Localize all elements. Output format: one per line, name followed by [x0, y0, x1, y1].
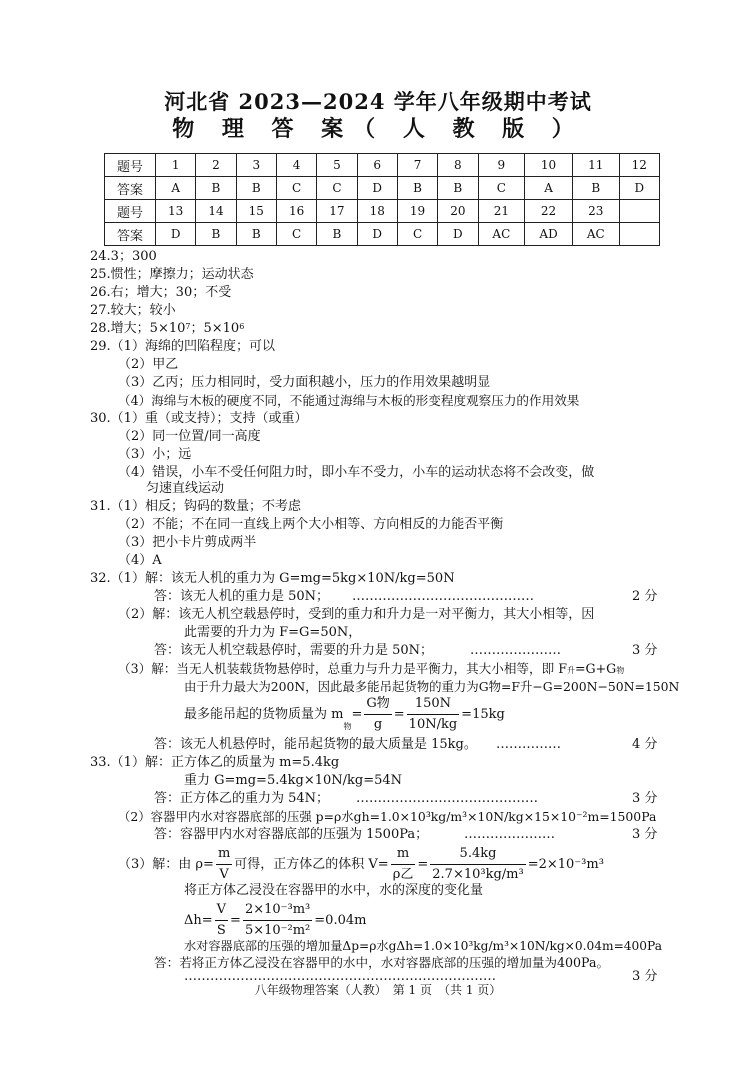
answer-line: 25.惯性；摩擦力；运动状态	[90, 267, 254, 282]
numerator: m	[216, 844, 232, 865]
table-cell: D	[619, 177, 659, 200]
table-cell: 8	[438, 154, 478, 177]
table-row	[105, 154, 660, 177]
table-cell: B	[317, 223, 357, 246]
table-cell: 15	[236, 200, 276, 223]
answer-line: 31.（1）相反；钩码的数量；不考虑	[90, 499, 301, 514]
answer-line: Δh= $\frac{V}{S}$ = $\frac{\text{2×10⁻³m³}}{\text{5×10⁻²m²}}$ =0.04m	[184, 900, 366, 941]
answer-line: （4）海绵与木板的硬度不同，不能通过海绵与木板的形变程度观察压力的作用效果	[118, 393, 580, 408]
table-cell: 19	[397, 200, 437, 223]
answer-line: （2）同一位置/同一高度	[118, 429, 261, 444]
score-dots: ……………	[496, 737, 561, 752]
answer-line: （3）小；远	[118, 447, 192, 462]
answer-line: 26.右；增大；30；不受	[90, 285, 232, 300]
subscript: 物	[343, 722, 352, 731]
table-cell: 答案	[105, 223, 156, 246]
fraction	[407, 694, 460, 735]
answer-line: 最多能吊起的货物质量为 m物= $\frac{\text{G物}}{g}$ = $\frac{150N}{10N/kg}$ =15kg	[184, 694, 505, 735]
fraction	[430, 844, 525, 885]
table-cell: 22	[525, 200, 573, 223]
numerator: m	[391, 844, 416, 865]
denominator: V	[219, 867, 229, 882]
exponent: 7	[185, 322, 191, 331]
answer-line: （3）把小卡片剪成两半	[118, 535, 257, 550]
table-cell: B	[236, 223, 276, 246]
table-cell: 2	[196, 154, 236, 177]
answer-line: 答：若将正方体乙浸没在容器甲的水中，水对容器底部的压强的增加量为400Pa。	[154, 955, 610, 970]
score-dots: …………………	[464, 827, 555, 842]
score-dots: …………………	[470, 643, 561, 658]
table-cell: 21	[478, 200, 525, 223]
answer-line: 由于升力最大为200N，因此最多能吊起货物的重力为G物=F升−G=200N−50N=150N	[184, 679, 680, 694]
answer-line: （2）容器甲内水对容器底部的压强 p=ρ水gh=1.0×10³kg/m³×10N/kg×15×10⁻²m=1500Pa	[118, 809, 657, 824]
table-cell: 9	[478, 154, 525, 177]
table-cell: 7	[397, 154, 437, 177]
answer-line: 答：该无人机悬停时，能吊起货物的最大质量是 15kg。	[154, 737, 477, 752]
answer-text: 可得，正方体乙的体积 V=	[234, 857, 389, 872]
table-cell: B	[397, 177, 437, 200]
answer-line: （3）乙丙；压力相同时，受力面积越小，压力的作用效果越明显	[118, 375, 491, 390]
table-cell: B	[236, 177, 276, 200]
answer-text: （3）解：由 ρ=	[118, 857, 214, 872]
answer-line: 33.（1）解：正方体乙的质量为 m=5.4kg	[90, 755, 340, 770]
table-cell: C	[276, 223, 316, 246]
denominator: 2.7×10³kg/m³	[432, 867, 524, 882]
answer-text: （3）解：当无人机装载货物悬停时，总重力与升力是平衡力，其大小相等，即 F	[118, 661, 567, 676]
answer-line: 答：容器甲内水对容器底部的压强为 1500Pa；	[154, 827, 429, 842]
score-dots: ………………………………………………………………	[184, 969, 496, 984]
table-cell: 20	[438, 200, 478, 223]
table-row	[105, 200, 660, 223]
subscript: 升	[566, 666, 575, 675]
numerator: 150N	[407, 694, 460, 715]
table-cell: D	[156, 223, 196, 246]
denominator: 5×10⁻²m²	[244, 923, 311, 938]
table-cell: 答案	[105, 177, 156, 200]
answer-table	[104, 153, 660, 246]
page-footer: 八年级物理答案（人教） 第 1 页 （共 1 页）	[254, 983, 502, 997]
answer-line: （2）甲乙	[118, 357, 179, 372]
table-cell: A	[525, 177, 573, 200]
numerator: G物	[364, 694, 391, 715]
answer-line: 匀速直线运动	[146, 481, 225, 496]
table-cell: D	[357, 223, 397, 246]
table-cell: 10	[525, 154, 573, 177]
table-cell: C	[317, 177, 357, 200]
table-cell: C	[478, 177, 525, 200]
answer-line: 29.（1）海绵的凹陷程度；可以	[90, 339, 275, 354]
table-cell: AC	[478, 223, 525, 246]
score-mark: 3 分	[632, 827, 658, 842]
answer-text: 最多能吊起的货物质量为 m	[184, 707, 344, 722]
fraction	[243, 900, 312, 941]
table-cell: 6	[357, 154, 397, 177]
table-row	[105, 223, 660, 246]
numerator: 5.4kg	[430, 844, 525, 865]
fraction	[215, 900, 228, 941]
score-dots: ……………………………………	[352, 589, 534, 604]
table-cell: 4	[276, 154, 316, 177]
answer-text: =0.04m	[314, 913, 367, 928]
exponent: 6	[239, 322, 245, 331]
answer-text: Δh=	[184, 913, 213, 928]
score-mark: 3 分	[632, 969, 658, 984]
table-cell	[619, 200, 659, 223]
fraction	[216, 844, 232, 885]
answer-line: （3）解：由 ρ= $\frac{m}{V}$ 可得，正方体乙的体积 V= $\frac{m}{\text{ρ乙}}$ = $\frac{5.4kg}{\text{2.7×10³kg/m³}}$ =2×10⁻³m³	[118, 844, 604, 885]
answer-line: 30.（1）重（或支持）；支持（或重）	[90, 411, 308, 426]
answer-line: （2）不能；不在同一直线上两个大小相等、方向相反的力能否平衡	[118, 517, 504, 532]
table-cell: 16	[276, 200, 316, 223]
table-cell: B	[196, 223, 236, 246]
answer-line: （4）A	[118, 553, 162, 568]
table-cell: 18	[357, 200, 397, 223]
subscript: 物	[616, 666, 625, 675]
table-cell: 12	[619, 154, 659, 177]
answer-line: 水对容器底部的压强的增加量Δp=ρ水gΔh=1.0×10³kg/m³×10N/kg×0.04m=400Pa	[184, 939, 662, 953]
table-cell: 17	[317, 200, 357, 223]
table-cell: 13	[156, 200, 196, 223]
answer-text: =15kg	[461, 707, 505, 722]
answer-line: （4）错误，小车不受任何阻力时，即小车不受力，小车的运动状态将不会改变，做	[118, 465, 595, 480]
table-row	[105, 177, 660, 200]
numerator: V	[215, 900, 228, 921]
table-cell: D	[438, 223, 478, 246]
table-cell: 题号	[105, 154, 156, 177]
table-cell: C	[397, 223, 437, 246]
denominator: S	[216, 923, 226, 938]
answer-text: =G+G	[574, 661, 617, 676]
page-title: 河北省 2023—2024 学年八年级期中考试	[164, 89, 592, 114]
answer-line: 答：该无人机的重力是 50N；	[154, 589, 330, 604]
table-cell: 14	[196, 200, 236, 223]
fraction	[391, 844, 416, 885]
answer-line: 24.3；300	[90, 249, 157, 264]
table-cell: AD	[525, 223, 573, 246]
score-mark: 2 分	[632, 589, 658, 604]
answer-line	[90, 320, 244, 337]
table-cell: B	[572, 177, 619, 200]
answer-line	[118, 660, 624, 677]
answer-line: 32.（1）解：该无人机的重力为 G=mg=5kg×10N/kg=50N	[90, 571, 455, 586]
fraction	[364, 694, 391, 735]
score-mark: 3 分	[632, 643, 658, 658]
table-cell: 5	[317, 154, 357, 177]
denominator: ρ乙	[392, 867, 414, 882]
score-mark: 4 分	[632, 737, 658, 752]
table-cell: C	[276, 177, 316, 200]
answer-line: 27.较大；较小	[90, 303, 176, 318]
answer-line: 答：正方体乙的重力为 54N；	[154, 791, 330, 806]
answer-text: ；5×10	[190, 321, 240, 336]
score-dots: ……………………………………	[356, 791, 538, 806]
answer-line: 重力 G=mg=5.4kg×10N/kg=54N	[184, 773, 403, 788]
table-cell: D	[357, 177, 397, 200]
table-cell: AC	[572, 223, 619, 246]
page-subtitle: 物 理 答 案（ 人 教 版 ）	[172, 116, 584, 142]
table-cell: B	[438, 177, 478, 200]
table-cell: 3	[236, 154, 276, 177]
table-cell	[619, 223, 659, 246]
table-cell: 23	[572, 200, 619, 223]
answer-line: 此需要的升力为 F=G=50N，	[184, 625, 362, 640]
denominator: 10N/kg	[408, 717, 458, 732]
table-cell: 1	[156, 154, 196, 177]
denominator: g	[373, 717, 383, 732]
table-cell: 11	[572, 154, 619, 177]
answer-line: 将正方体乙浸没在容器甲的水中，水的深度的变化量	[184, 883, 484, 898]
numerator: 2×10⁻³m³	[243, 900, 312, 921]
answer-text: =2×10⁻³m³	[527, 857, 604, 872]
score-mark: 3 分	[632, 791, 658, 806]
table-cell: 题号	[105, 200, 156, 223]
answer-line: （2）解：该无人机空载悬停时，受到的重力和升力是一对平衡力，其大小相等，因	[118, 607, 595, 622]
table-cell: A	[156, 177, 196, 200]
answer-text: 28.增大；5×10	[90, 321, 186, 336]
table-cell: B	[196, 177, 236, 200]
answer-line: 答：该无人机空载悬停时，需要的升力是 50N；	[154, 643, 434, 658]
